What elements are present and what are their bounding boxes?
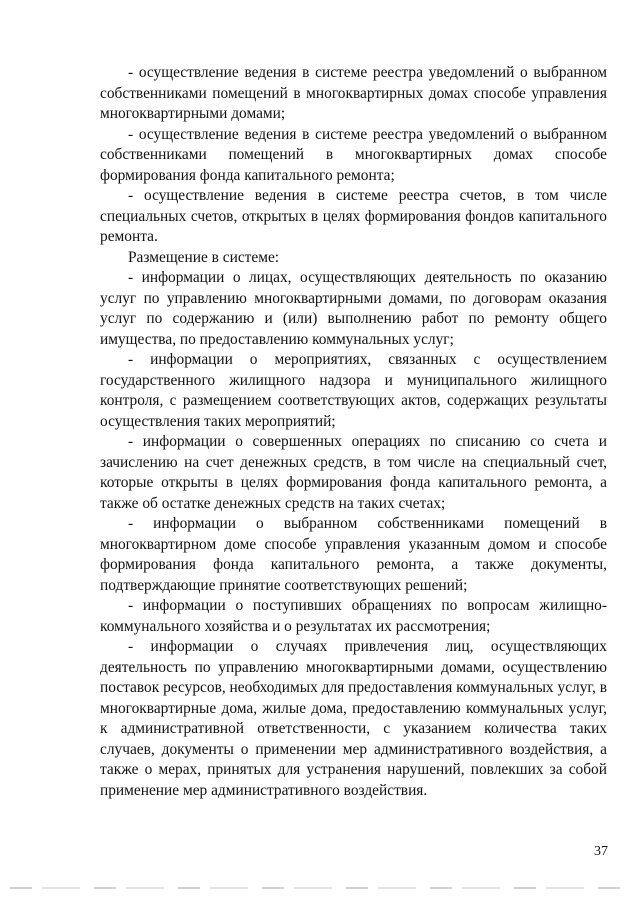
paragraph: - информации о выбранном собственниками помещений в многоквартирном доме способе управления указанным домом и способе формирования фонда капитального ремонта, а также документы, подтверждающие принятие соответствующих решений; — [100, 515, 607, 594]
paragraph: - осуществление ведения в системе реестра уведомлений о выбранном собственниками помещений в многоквартирных домах способе управления многоквартирными домами; — [100, 64, 607, 122]
paragraph: - информации о мероприятиях, связанных с осуществлением государственного жилищного надзора и муниципального жилищного контроля, с размещением соответствующих актов, содержащих результаты осуществления таких мероприятий; — [100, 351, 607, 430]
paragraph: - осуществление ведения в системе реестра счетов, в том числе специальных счетов, открытых в целях формирования фондов капитального ремонта. — [100, 187, 607, 245]
paragraph: - информации о лицах, осуществляющих деятельность по оказанию услуг по управлению многоквартирными домами, по договорам оказания услуг по содержанию и (или) выполнению работ по ремонту общего имущества, по предоставлению коммунальных услуг; — [100, 269, 607, 348]
paragraph: - информации о поступивших обращениях по вопросам жилищно-коммунального хозяйства и о результатах их рассмотрения; — [100, 597, 607, 635]
paragraph: - информации о совершенных операциях по списанию со счета и зачислению на счет денежных средств, в том числе на специальный счет, которые открыты в целях формирования фонда капитального ремонта, а также об остатке денежных средств на таких счетах; — [100, 433, 607, 512]
paragraph: - осуществление ведения в системе реестра уведомлений о выбранном собственниками помещений в многоквартирных домах способе формирования фонда капитального ремонта; — [100, 125, 607, 184]
section-heading: Размещение в системе: — [128, 248, 280, 266]
scan-artifact-line — [10, 887, 630, 889]
paragraph: - информации о случаях привлечения лиц, осуществляющих деятельность по управлению многоквартирными домами, осуществлению поставок ресурсов, необходимых для предоставления коммунальных услуг, в многоквартирные дома, жилые дома, предоставлению коммунальных услуг, к административной ответственности, с указанием количества таких случаев, документы о применении мер административного воздействия, а также о мерах, принятых для устранения нарушений, повлекших за собой применение мер административного воздействия. — [100, 638, 607, 799]
document-body — [100, 63, 607, 801]
page-number: 37 — [594, 844, 608, 859]
